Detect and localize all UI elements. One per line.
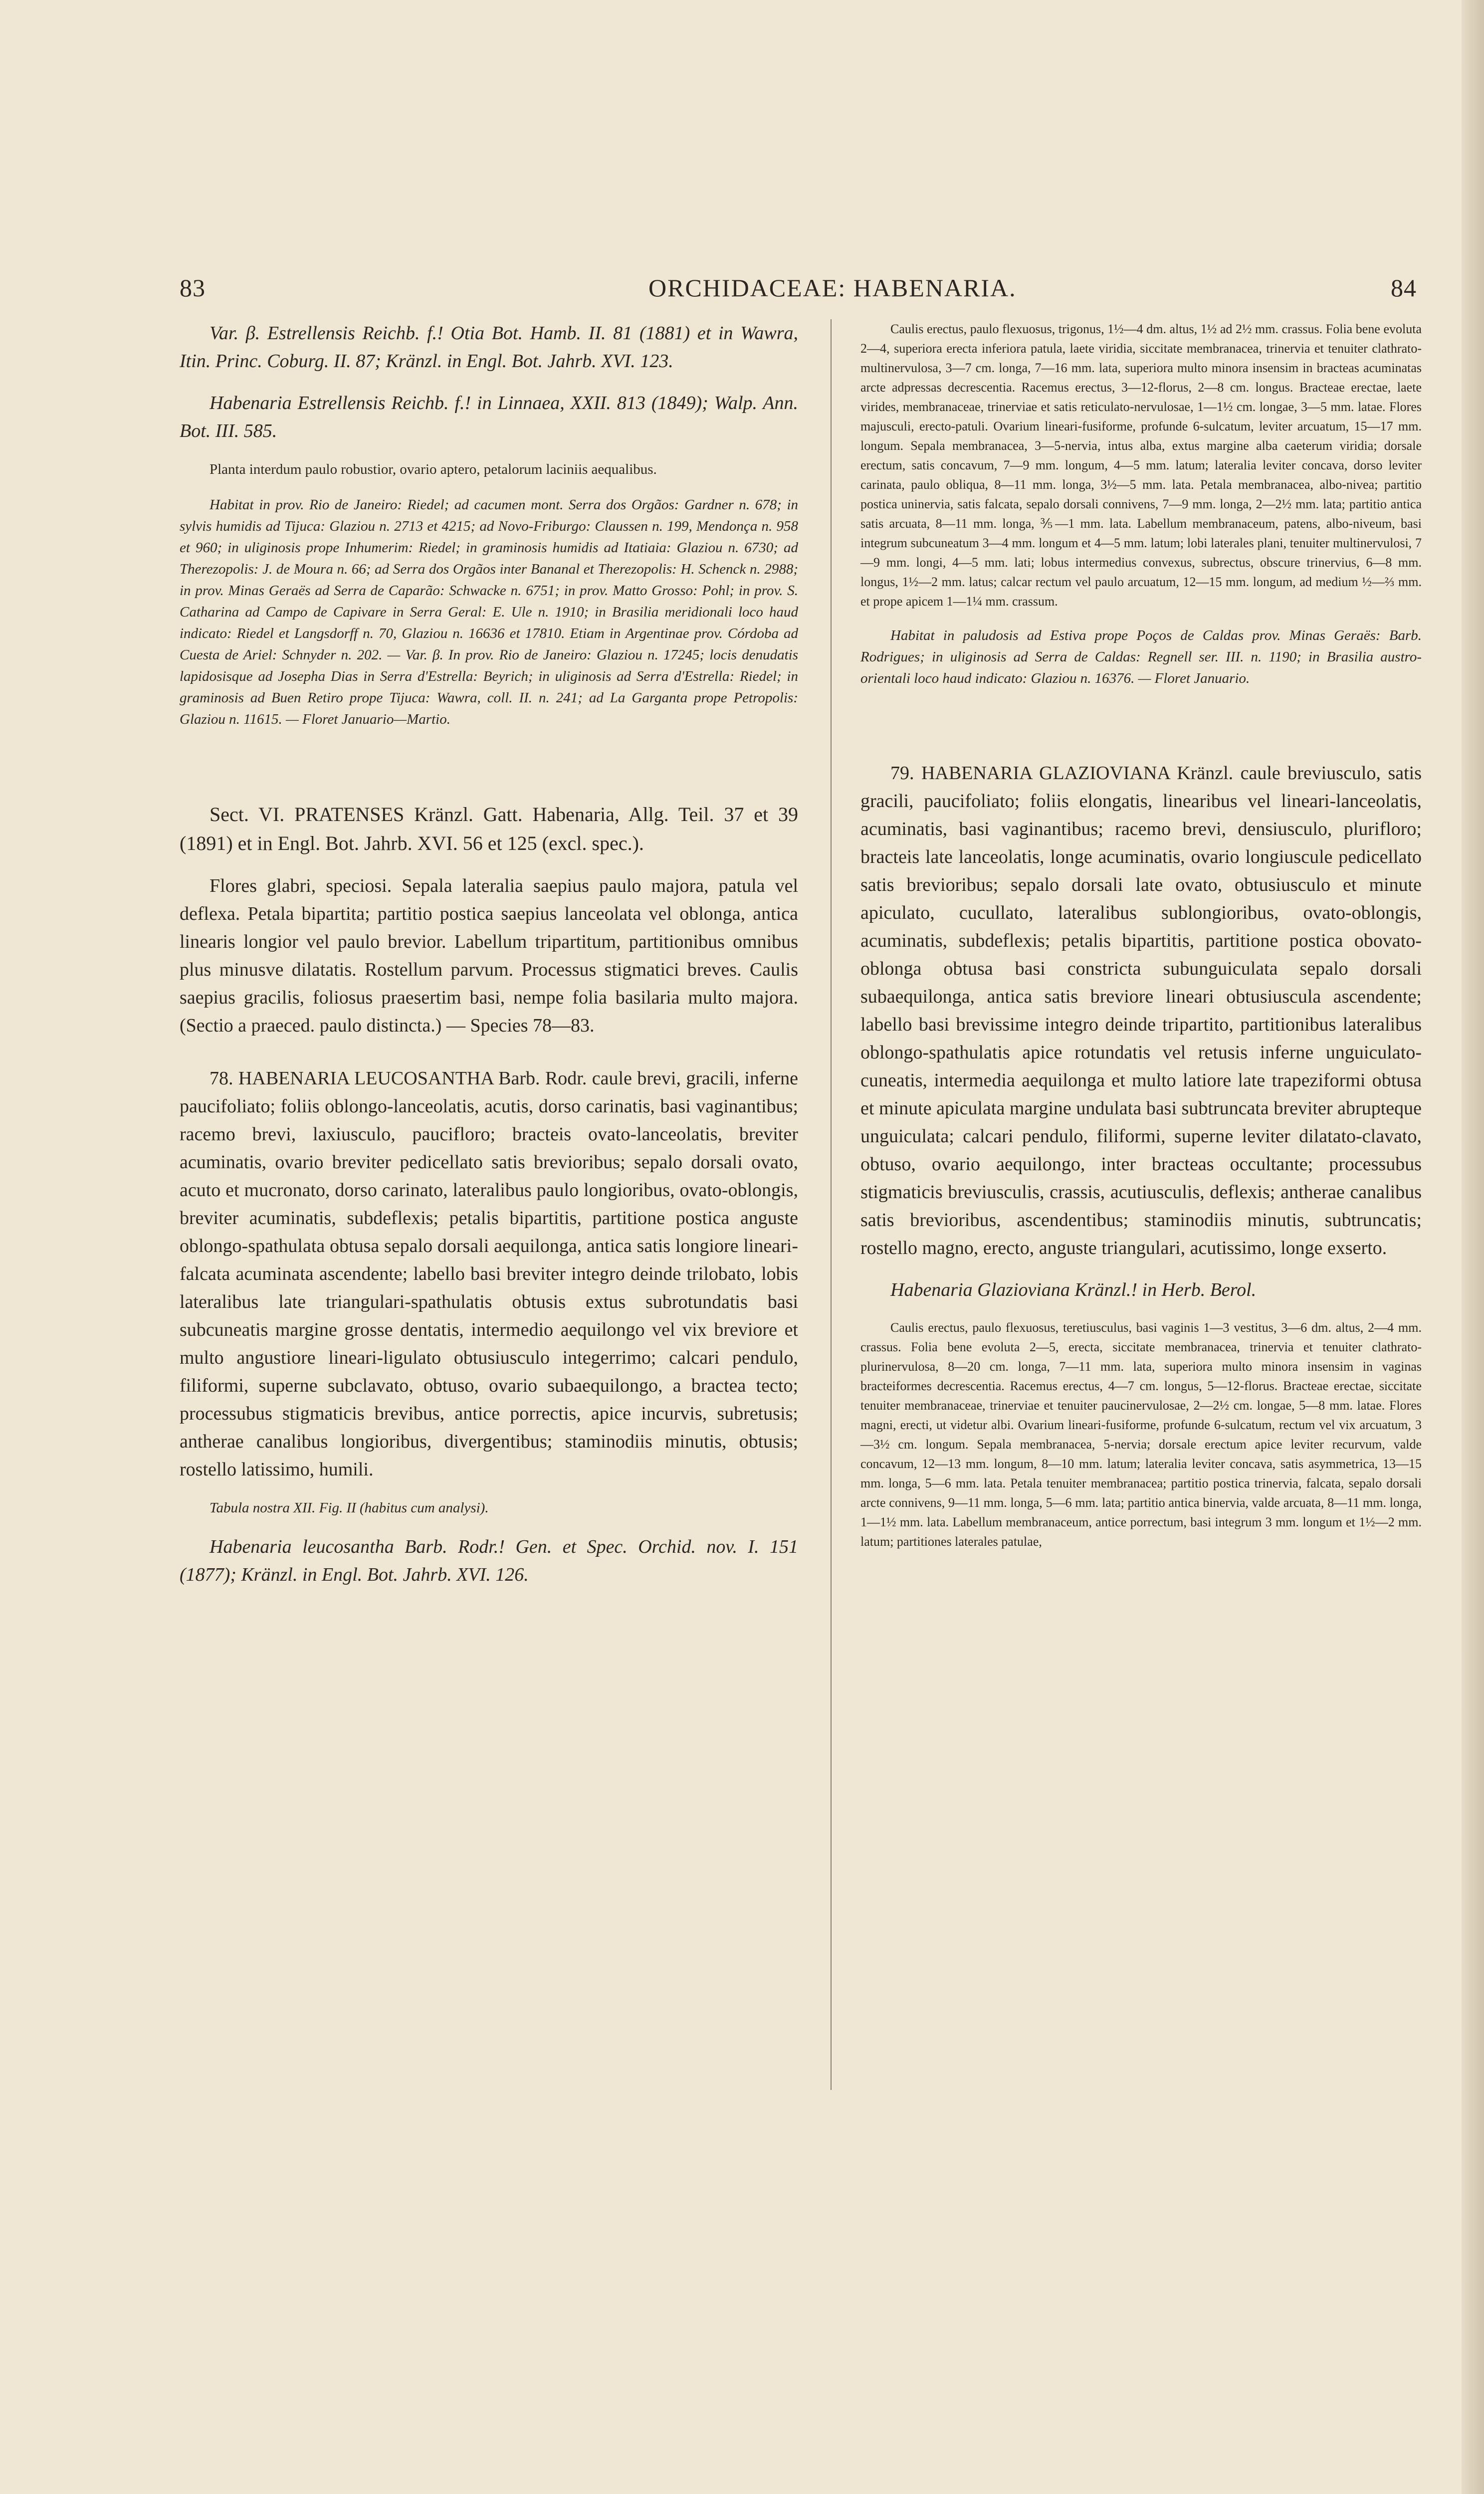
page-edge	[1462, 0, 1484, 2494]
page-number-left: 83	[180, 274, 206, 302]
page-number-right: 84	[1391, 274, 1417, 302]
species-79-description: 79. HABENARIA GLAZIOVIANA Kränzl. caule breviusculo, satis gracili, paucifoliato; foliis elongatis, linearibus vel lineari-lanceolatis, acuminatis, basi vaginantibus; racemo brevi, densiusculo, plurifloro; bracteis late lanceolatis, longe acuminatis, ovario longiuscule pedicellato satis brevioribus; sepalo dorsali late ovato, obtusiusculo et minute apiculato, cucullato, lateralibus sublongioribus, ovato-oblongis, acuminatis, subdeflexis; petalis bipartitis, partitione postica obovato-oblonga obtusa basi constricta subunguiculata sepalo dorsali subaequilonga, antica satis breviore lineari obtusiuscula ascendente; labello basi brevissime integro deinde tripartito, partitionibus lateralibus oblongo-spathulatis apice rotundatis vel retusis inferne unguiculato-cuneatis, intermedia aequilonga et multo latiore late trapeziformi obtusa et minute apiculata margine undulata basi subtruncata breviter abrupteque unguiculata; calcari pendulo, filiformi, superne leviter dilatato-clavato, obtuso, ovario aequilongo, inter bracteas occultante; processubus stigmaticis breviusculis, crassis, acutiusculis, deflexis; antherae canalibus satis brevioribus, ascendentibus; staminodiis minutis, subtruncatis; rostello magno, erecto, anguste triangulari, acutissimo, longe exserto.	[860, 763, 1422, 1258]
species-78-synonym: Habenaria leucosantha Barb. Rodr.! Gen. et Spec. Orchid. nov. I. 151 (1877); Kränzl. in Engl. Bot. Jahrb. XVI. 126.	[180, 1536, 798, 1585]
species-78-description: 78. HABENARIA LEUCOSANTHA Barb. Rodr. caule brevi, gracili, inferne paucifoliato; foliis oblongo-lanceolatis, acutis, dorso carinatis, basi vaginantibus; racemo brevi, laxiusculo, paucifloro; bracteis ovato-lanceolatis, breviter acuminatis, ovario breviter pedicellato satis brevioribus; sepalo dorsali ovato, acuto et mucronato, dorso carinato, lateralibus paulo longioribus, ovato-oblongis, breviter acuminatis, subdeflexis; petalis bipartitis, partitione postica anguste oblongo-spathulata obtusa sepalo dorsali aequilonga, antica satis longiore lineari-falcata acuminata ascendente; labello basi breviter integro deinde trilobato, lobis lateralibus late triangulari-spathulatis obtusis extus subrotundatis basi subcuneatis margine grosse dentatis, intermedio aequilongo vel vix breviore et multo angustiore lineari-ligulato obtusiusculo integerrimo; calcari pendulo, filiformi, superne subclavato, obtuso, ovario subaequilongo, a bractea tecto; processubus stigmaticis brevibus, antice porrectis, apice incurvis, subretusis; antherae canalibus longioribus, divergentibus; staminodiis minutis, obtusis; rostello latissimo, humili.	[180, 1068, 798, 1480]
right-column	[860, 319, 1422, 1551]
column-divider	[831, 319, 832, 2090]
section-heading: Sect. VI. PRATENSES Kränzl. Gatt. Habenaria, Allg. Teil. 37 et 39 (1891) et in Engl. Bot. Jahrb. XVI. 56 et 125 (excl. spec.).	[180, 803, 798, 854]
running-title: ORCHIDACEAE: HABENARIA.	[648, 274, 1017, 302]
variety-description: Planta interdum paulo robustior, ovario aptero, petalorum laciniis aequalibus.	[210, 461, 657, 477]
species-78-habitat: Habitat in paludosis ad Estiva prope Poços de Caldas prov. Minas Geraës: Barb. Rodrigues; in uliginosis ad Serra de Caldas: Regnell ser. III. n. 1190; in Brasilia austro-orientali loco haud indicato: Glaziou n. 16376. — Floret Januario.	[860, 627, 1422, 686]
species-78-detail: Caulis erectus, paulo flexuosus, trigonus, 1½—4 dm. altus, 1½ ad 2½ mm. crassus. Folia bene evoluta 2—4, superiora erecta inferiora patula, laete viridia, siccitate membranacea, trinervia et tenuiter clathrato-multinervulosa, 3—7 cm. longa, 7—16 mm. lata, superiora multo minora insensim in bracteas acuminatas arcte adpressas decrescentia. Racemus erectus, 3—12-florus, 2—8 cm. longus. Bracteae erectae, laete virides, membranaceae, trinerviae et satis reticulato-nervulosae, 1—1½ cm. longae, 3—5 mm. latae. Flores majusculi, erecto-patuli. Ovarium lineari-fusiforme, profunde 6-sulcatum, leviter arcuatum, 15—17 mm. longum. Sepala membranacea, 3—5-nervia, intus alba, extus margine alba caeterum viridia; dorsale erectum, satis concavum, 7—9 mm. longum, 4—5 mm. latum; lateralia leviter concava, dorso leviter carinata, paulo obliqua, 8—11 mm. longa, 3½—5 mm. lata. Petala membranacea, albo-nivea; partitio postica uninervia, satis falcata, sepalo dorsali connivens, 7—9 mm. longa, 2—2½ mm. lata; partitio antica satis arcuata, 8—11 mm. longa, ⅗—1 mm. lata. Labellum membranaceum, patens, albo-niveum, basi integrum subcuneatum 3—4 mm. longum et 4—5 mm. latum; lobi laterales plani, tenuiter multinervulosi, 7—9 mm. longi, 4—5 mm. lati; lobus intermedius convexus, subrectus, obscure trinervius, 6—8 mm. longus, 1½—2 mm. latus; calcar rectum vel paulo arcuatum, 12—15 mm. longum, ad medium ½—⅔ mm. et prope apicem 1—1¼ mm. crassum.	[860, 322, 1422, 609]
section-description: Flores glabri, speciosi. Sepala lateralia saepius paulo majora, patula vel deflexa. Petala bipartita; partitio postica saepius lanceolata vel oblonga, antica linearis longior vel paulo brevior. Labellum tripartitum, partitionibus omnibus plus minusve dilatatis. Rostellum parvum. Processus stigmatici breves. Caulis saepius gracilis, foliosus praesertim basi, nempe folia basilaria multo majora. (Sectio a praeced. paulo distincta.) — Species 78—83.	[180, 875, 798, 1036]
variety-habitat: Habitat in prov. Rio de Janeiro: Riedel; ad cacumen mont. Serra dos Orgãos: Gardner n. 678; in sylvis humidis ad Tijuca: Glaziou n. 2713 et 4215; ad Novo-Friburgo: Claussen n. 199, Mendonça n. 958 et 960; in uliginosis prope Inhumerim: Riedel; in graminosis humidis ad Itatiaia: Glaziou n. 6730; ad Therezopolis: J. de Moura n. 66; ad Serra dos Orgãos inter Bananal et Therezopolis: H. Schenck n. 2988; in prov. Minas Geraës ad Serra de Caparão: Schwacke n. 6751; in prov. Matto Grosso: Pohl; in prov. S. Catharina ad Campo de Capivare in Serra Geral: E. Ule n. 1910; in Brasilia meridionali loco haud indicato: Riedel et Langsdorff n. 70, Glaziou n. 16636 et 17810. Etiam in Argentinae prov. Córdoba ad Cuesta de Ariel: Schnyder n. 202. — Var. β. In prov. Rio de Janeiro: Glaziou n. 17245; locis denudatis lapidosisque ad Josepha Dias in Serra d'Estrella: Beyrich; in uliginosis ad Serra d'Estrella: Riedel; in graminosis ad Buen Retiro prope Tijuca: Wawra, coll. II. n. 241; ad La Garganta prope Petropolis: Glaziou n. 11615. — Floret Januario—Martio.	[180, 497, 798, 727]
variety-synonym: Habenaria Estrellensis Reichb. f.! in Linnaea, XXII. 813 (1849); Walp. Ann. Bot. III. 585.	[180, 393, 798, 441]
species-79-synonym: Habenaria Glazioviana Kränzl.! in Herb. Berol.	[890, 1279, 1257, 1300]
left-column	[180, 319, 798, 1589]
running-head	[180, 273, 1417, 308]
variety-heading: Var. β. Estrellensis Reichb. f.! Otia Bot. Hamb. II. 81 (1881) et in Wawra, Itin. Princ. Coburg. II. 87; Kränzl. in Engl. Bot. Jahrb. XVI. 123.	[180, 323, 798, 372]
species-79-detail: Caulis erectus, paulo flexuosus, teretiusculus, basi vaginis 1—3 vestitus, 3—6 dm. altus, 2—4 mm. crassus. Folia bene evoluta 2—5, erecta, siccitate membranacea, trinervia et tenuiter clathrato-plurinervulosa, 8—20 cm. longa, 7—11 mm. lata, superiora multo minora insensim in vaginas bracteiformes decrescentia. Racemus erectus, 4—7 cm. longus, 5—12-florus. Bracteae erectae, siccitate tenuiter membranaceae, trinerviae et tenuiter paucinervulosae, 2—2½ cm. longae, 5—8 mm. latae. Flores magni, erecti, ut videtur albi. Ovarium lineari-fusiforme, profunde 6-sulcatum, rectum vel vix arcuatum, 3—3½ cm. longum. Sepala membranacea, 5-nervia; dorsale erectum apice leviter recurvum, valde concavum, 12—13 mm. longum, 8—10 mm. latum; lateralia leviter concava, satis asymmetrica, 13—15 mm. longa, 5—6 mm. lata. Petala tenuiter membranacea; partitio postica trinervia, falcata, sepalo dorsali arcte connivens, 9—11 mm. longa, 5—6 mm. lata; partitio antica binervia, valde arcuata, 8—11 mm. longa, 1—1½ mm. lata. Labellum membranaceum, antice porrectum, basi integrum 3 mm. longum et 1½—2 mm. latum; partitiones laterales patulae,	[860, 1320, 1422, 1549]
species-78-plate: Tabula nostra XII. Fig. II (habitus cum analysi).	[210, 1500, 489, 1516]
